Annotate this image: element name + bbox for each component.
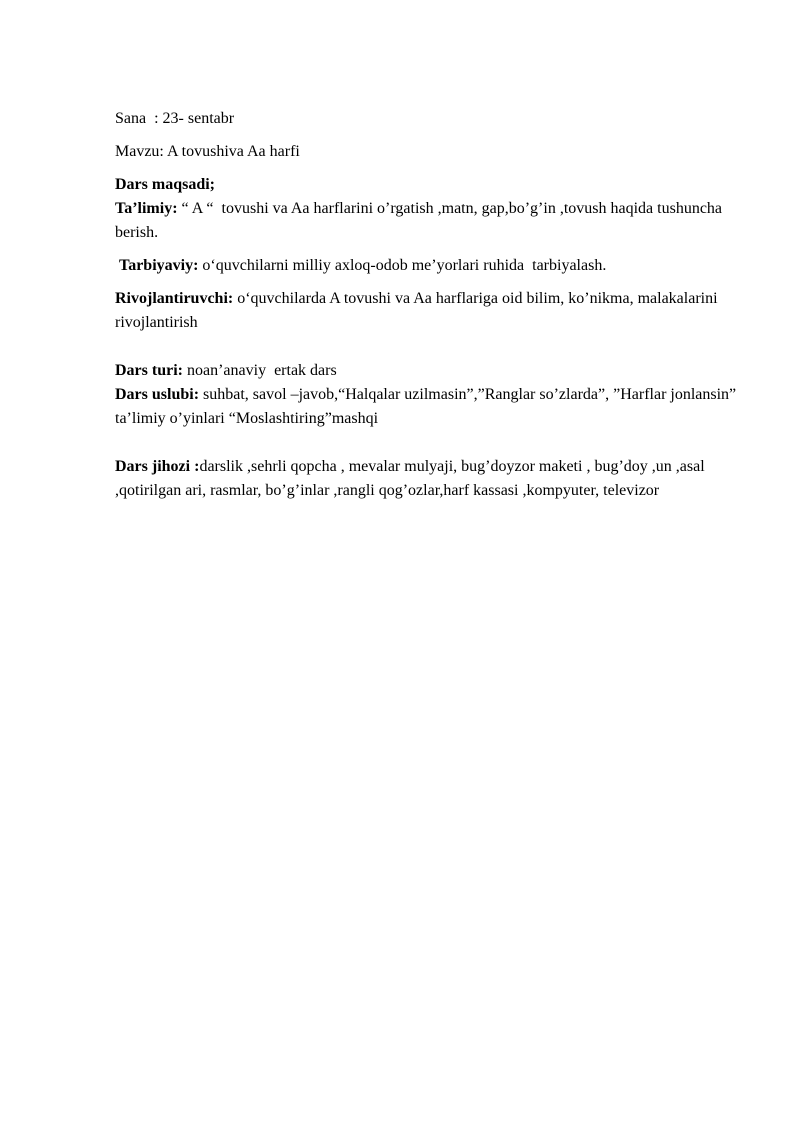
rivojlantiruvchi-label: Rivojlantiruvchi:	[115, 290, 234, 307]
dars-uslubi-text: suhbat, savol –javob,“Halqalar uzilmasin”,”Ranglar so’zlarda”, ”Harflar jonlansin” ta’limiy o’yinlari “Moslashtiring”mashqi	[115, 386, 741, 427]
dars-jihozi-paragraph	[115, 455, 755, 503]
tarbiyaviy-text: o‘quvchilarni milliy axloq-odob me’yorlari ruhida tarbiyalash.	[198, 257, 607, 274]
goals-heading	[115, 173, 755, 197]
dars-turi-label: Dars turi:	[115, 362, 183, 379]
talimiy-text: “ A “ tovushi va Aa harflarini o’rgatish ,matn, gap,bo’g’in ,tovush haqida tushuncha berish.	[115, 200, 727, 241]
dars-jihozi-label: Dars jihozi :	[115, 458, 200, 475]
dars-uslubi-label: Dars uslubi:	[115, 386, 200, 403]
topic-line: Mavzu: A tovushiva Aa harfi	[115, 143, 300, 160]
talimiy-paragraph	[115, 197, 755, 245]
dars-turi-text: noan’anaviy ertak dars	[182, 362, 337, 379]
rivojlantiruvchi-text: o‘quvchilarda A tovushi va Aa harflariga oid bilim, ko’nikma, malakalarini rivojlantirish	[115, 290, 722, 331]
tarbiyaviy-label: Tarbiyaviy:	[115, 257, 199, 274]
dars-jihozi-text: darslik ,sehrli qopcha , mevalar mulyaji, bug’doyzor maketi , bug’doy ,un ,asal ,qotirilgan ari, rasmlar, bo’g’inlar ,rangli qog’ozlar,harf kassasi ,kompyuter, televizor	[115, 458, 709, 499]
goals-heading-text: Dars maqsadi;	[115, 176, 216, 193]
talimiy-label: Ta’limiy:	[115, 200, 178, 217]
dars-turi-paragraph	[115, 359, 755, 383]
tarbiyaviy-paragraph	[115, 254, 755, 278]
document-body	[115, 107, 755, 503]
rivojlantiruvchi-paragraph	[115, 287, 755, 335]
dars-uslubi-paragraph	[115, 383, 755, 431]
date-line: Sana : 23- sentabr	[115, 110, 235, 127]
